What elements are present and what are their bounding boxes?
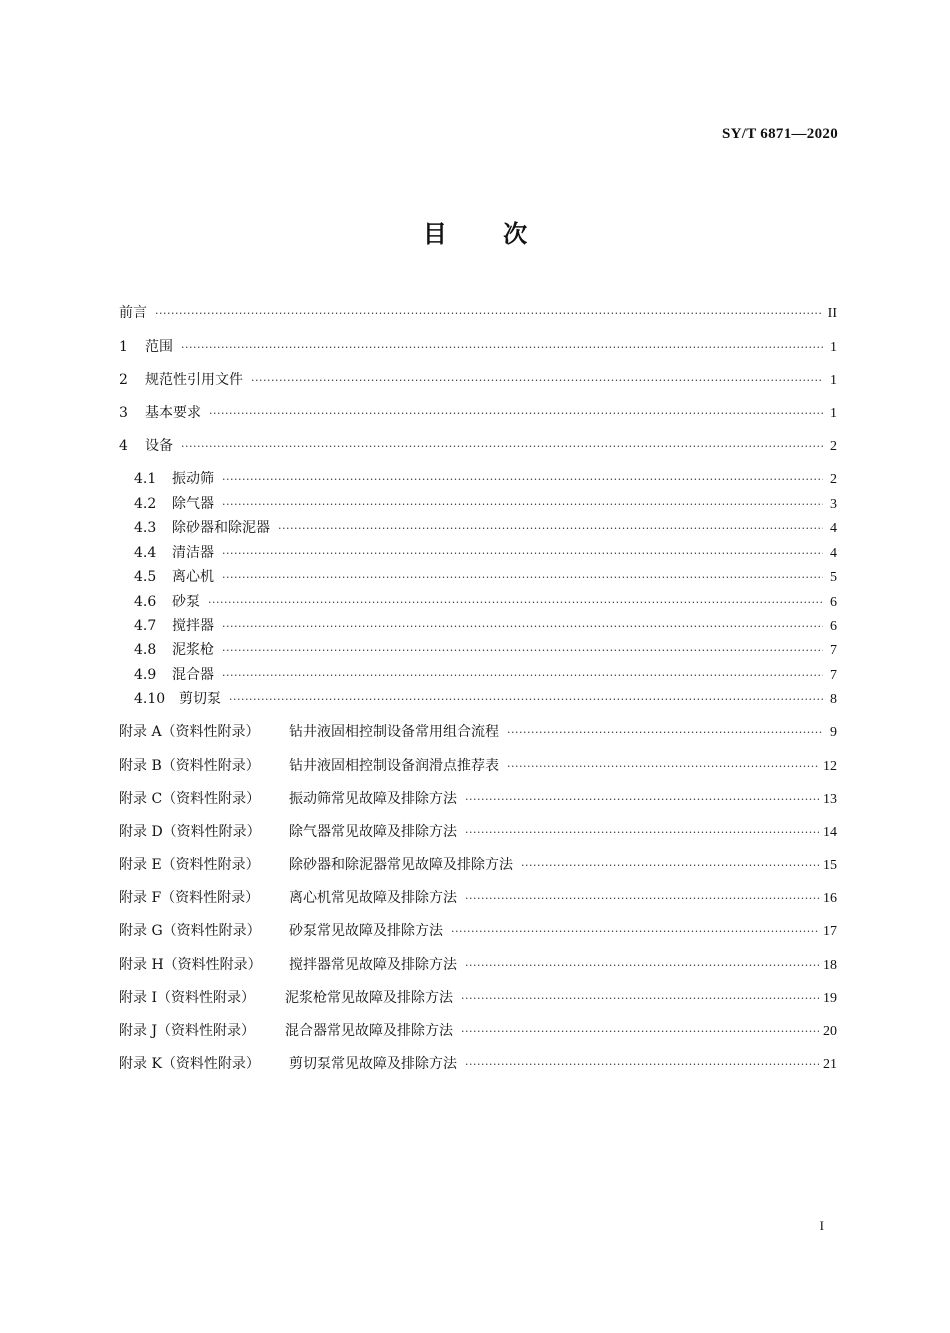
leader-dots — [465, 824, 819, 842]
toc-subentry[interactable] — [134, 617, 837, 636]
page-title: 目 次 — [422, 220, 528, 248]
toc-page: 2 — [830, 472, 837, 487]
toc-subentry[interactable] — [134, 568, 837, 587]
toc-title: 混合器常见故障及排除方法 — [285, 1023, 453, 1039]
toc-appendix-entry[interactable] — [119, 889, 837, 908]
toc-title: 前言 — [119, 305, 147, 321]
toc-title: 除砂器和除泥器常见故障及排除方法 — [289, 857, 513, 873]
toc-number: 4.2 — [134, 496, 157, 512]
toc-number: 1 — [119, 339, 128, 355]
toc-page: 6 — [830, 619, 837, 634]
toc-subentry[interactable] — [134, 470, 837, 489]
toc-page: 15 — [823, 858, 837, 873]
toc-number: 4.1 — [134, 471, 157, 487]
leader-dots — [155, 305, 823, 323]
appendix-label: 附录 A（资料性附录） — [119, 724, 260, 740]
toc-page: 6 — [830, 595, 837, 610]
toc-title: 清洁器 — [172, 545, 214, 561]
toc-page: 7 — [830, 643, 837, 658]
leader-dots — [521, 857, 819, 875]
toc-appendix-entry[interactable] — [119, 790, 837, 809]
toc-page: 21 — [823, 1057, 837, 1072]
toc-page: 3 — [830, 497, 837, 512]
leader-dots — [465, 890, 819, 908]
appendix-label: 附录 F（资料性附录） — [119, 890, 260, 906]
leader-dots — [461, 1023, 819, 1041]
toc-subentry[interactable] — [134, 666, 837, 685]
toc-page: 1 — [830, 406, 837, 421]
toc-title: 离心机常见故障及排除方法 — [289, 890, 457, 906]
toc-number: 4.4 — [134, 545, 157, 561]
toc-appendix-entry[interactable] — [119, 856, 837, 875]
toc-number: 4.6 — [134, 594, 157, 610]
toc-page: 18 — [823, 958, 837, 973]
toc-appendix-entry[interactable] — [119, 757, 837, 776]
leader-dots — [507, 724, 823, 742]
toc-entry[interactable] — [119, 371, 837, 390]
leader-dots — [461, 990, 819, 1008]
toc-title: 除砂器和除泥器 — [172, 520, 270, 536]
toc-title: 范围 — [145, 339, 173, 355]
leader-dots — [222, 618, 823, 636]
toc-entry[interactable] — [119, 338, 837, 357]
toc-number: 3 — [119, 405, 128, 421]
toc-page: 14 — [823, 825, 837, 840]
leader-dots — [222, 471, 823, 489]
toc-number: 4.3 — [134, 520, 157, 536]
toc-title: 基本要求 — [145, 405, 201, 421]
toc-subentry[interactable] — [134, 690, 837, 709]
toc-entry[interactable] — [119, 437, 837, 456]
appendix-label: 附录 D（资料性附录） — [119, 824, 261, 840]
leader-dots — [465, 791, 819, 809]
leader-dots — [209, 405, 823, 423]
toc-number: 4.9 — [134, 667, 157, 683]
toc-page: 20 — [823, 1024, 837, 1039]
appendix-label: 附录 I（资料性附录） — [119, 990, 255, 1006]
toc-title: 规范性引用文件 — [145, 372, 243, 388]
leader-dots — [222, 569, 823, 587]
toc-title: 剪切泵 — [179, 691, 221, 707]
leader-dots — [222, 642, 823, 660]
toc-page: 9 — [830, 725, 837, 740]
toc-title: 设备 — [145, 438, 173, 454]
leader-dots — [251, 372, 823, 390]
toc-number: 4.7 — [134, 618, 157, 634]
toc-subentry[interactable] — [134, 593, 837, 612]
toc-number: 4 — [119, 438, 128, 454]
toc-entry[interactable] — [119, 404, 837, 423]
toc-title: 剪切泵常见故障及排除方法 — [289, 1056, 457, 1072]
toc-title: 混合器 — [172, 667, 214, 683]
leader-dots — [222, 496, 823, 514]
toc-subentry[interactable] — [134, 641, 837, 660]
toc-page: 5 — [830, 570, 837, 585]
toc-appendix-entry[interactable] — [119, 1022, 837, 1041]
toc-title: 泥浆枪常见故障及排除方法 — [285, 990, 453, 1006]
toc-title: 离心机 — [172, 569, 214, 585]
appendix-label: 附录 K（资料性附录） — [119, 1056, 260, 1072]
appendix-label: 附录 E（资料性附录） — [119, 857, 260, 873]
toc-page: 1 — [830, 373, 837, 388]
toc-page: 7 — [830, 668, 837, 683]
toc-page: 2 — [830, 439, 837, 454]
leader-dots — [465, 957, 819, 975]
toc-page: 4 — [830, 521, 837, 536]
toc-page: II — [827, 306, 837, 321]
toc-title: 除气器常见故障及排除方法 — [289, 824, 457, 840]
leader-dots — [507, 758, 819, 776]
toc-title: 搅拌器 — [172, 618, 214, 634]
toc-entry-foreword[interactable] — [119, 304, 837, 323]
toc-title: 泥浆枪 — [172, 642, 214, 658]
toc-title: 钻井液固相控制设备常用组合流程 — [289, 724, 499, 740]
toc-title: 振动筛常见故障及排除方法 — [289, 791, 457, 807]
toc-number: 4.5 — [134, 569, 157, 585]
toc-page: 12 — [823, 759, 837, 774]
toc-page: 16 — [823, 891, 837, 906]
appendix-label: 附录 H（资料性附录） — [119, 957, 262, 973]
leader-dots — [222, 545, 823, 563]
leader-dots — [208, 594, 823, 612]
toc-subentry[interactable] — [134, 495, 837, 514]
leader-dots — [229, 691, 823, 709]
appendix-label: 附录 B（资料性附录） — [119, 758, 260, 774]
toc-appendix-entry[interactable] — [119, 1055, 837, 1074]
leader-dots — [451, 923, 819, 941]
appendix-label: 附录 C（资料性附录） — [119, 791, 261, 807]
toc-title: 搅拌器常见故障及排除方法 — [289, 957, 457, 973]
toc-title: 除气器 — [172, 496, 214, 512]
appendix-label: 附录 G（资料性附录） — [119, 923, 261, 939]
leader-dots — [465, 1056, 819, 1074]
toc-appendix-entry[interactable] — [119, 922, 837, 941]
toc-appendix-entry[interactable] — [119, 989, 837, 1008]
toc-page: 8 — [830, 692, 837, 707]
toc-subentry[interactable] — [134, 519, 837, 538]
leader-dots — [181, 339, 823, 357]
toc-page: 4 — [830, 546, 837, 561]
toc-page: 13 — [823, 792, 837, 807]
toc-appendix-entry[interactable] — [119, 823, 837, 842]
toc-page: 17 — [823, 924, 837, 939]
leader-dots — [181, 438, 823, 456]
leader-dots — [222, 667, 823, 685]
toc-subentry[interactable] — [134, 544, 837, 563]
standard-code: SY/T 6871—2020 — [721, 126, 838, 142]
leader-dots — [278, 520, 823, 538]
page-number: I — [819, 1218, 824, 1233]
appendix-label: 附录 J（资料性附录） — [119, 1023, 256, 1039]
toc-title: 砂泵 — [172, 594, 200, 610]
toc-title: 钻井液固相控制设备润滑点推荐表 — [289, 758, 499, 774]
toc-page: 19 — [823, 991, 837, 1006]
toc-number: 4.10 — [134, 691, 166, 707]
toc-number: 4.8 — [134, 642, 157, 658]
toc-title: 砂泵常见故障及排除方法 — [289, 923, 443, 939]
toc-appendix-entry[interactable] — [119, 723, 837, 742]
toc-title: 振动筛 — [172, 471, 214, 487]
toc-appendix-entry[interactable] — [119, 956, 837, 975]
toc-page: 1 — [830, 340, 837, 355]
toc-number: 2 — [119, 372, 128, 388]
